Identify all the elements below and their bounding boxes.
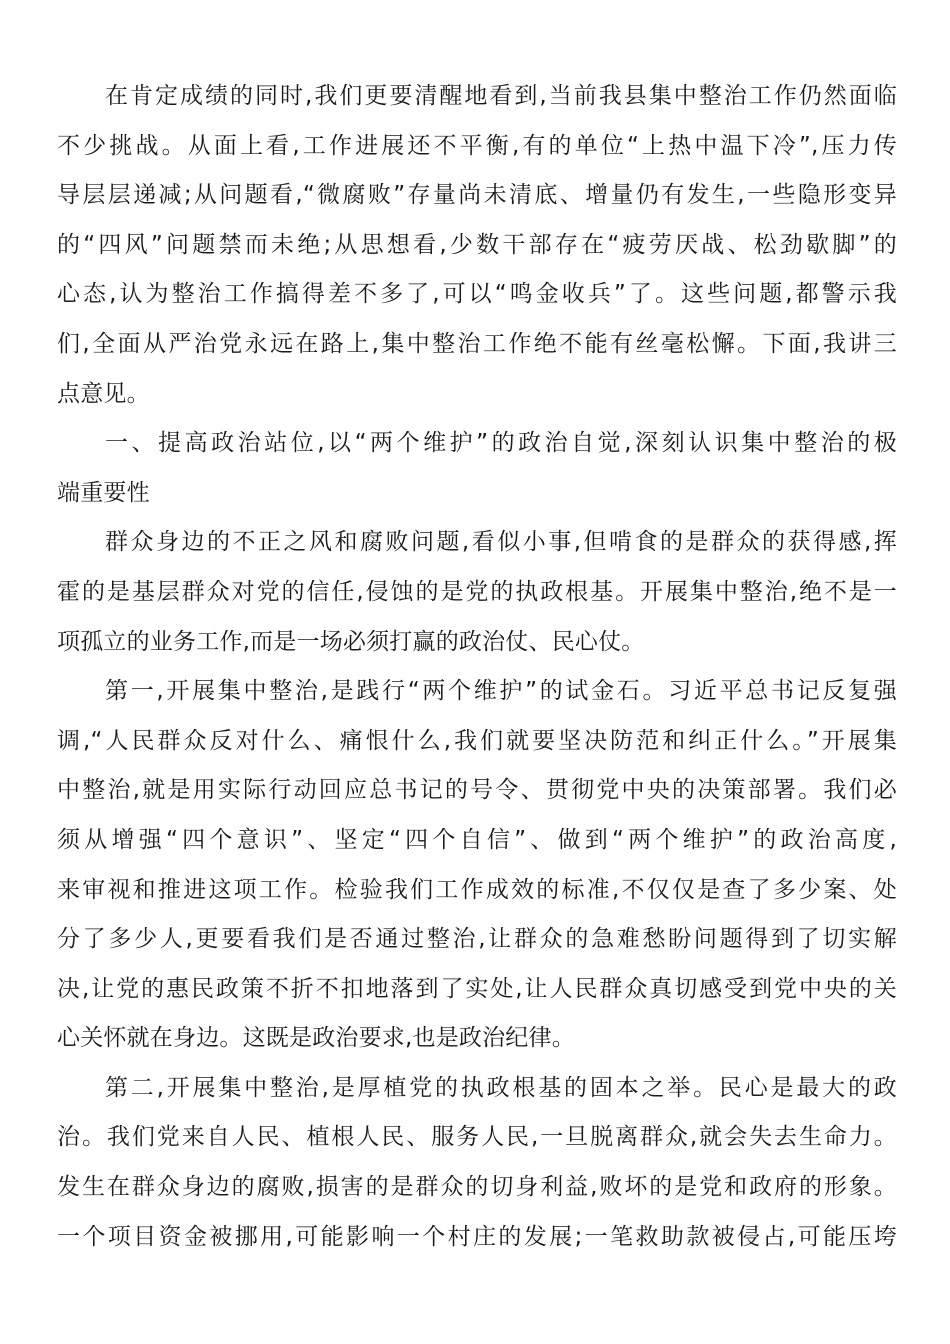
text-line: 来审视和推进这项工作。检验我们工作成效的标准,不仅仅是查了多少案、处 bbox=[57, 876, 897, 903]
heading-line: 一、提高政治站位,以“两个维护”的政治自觉,深刻认识集中整治的极 bbox=[105, 430, 897, 457]
text-line: 在肯定成绩的同时,我们更要清醒地看到,当前我县集中整治工作仍然面临 bbox=[105, 83, 897, 109]
text-line: 一个项目资金被挪用,可能影响一个村庄的发展;一笔救助款被侵占,可能压垮 bbox=[57, 1223, 897, 1250]
text-line: 分了多少人,更要看我们是否通过整治,让群众的急难愁盼问题得到了切实解 bbox=[57, 926, 897, 953]
text-line: 霍的是基层群众对党的信任,侵蚀的是党的执政根基。开展集中整治,绝不是一 bbox=[57, 578, 897, 605]
text-line: 治。我们党来自人民、植根人民、服务人民,一旦脱离群众,就会失去生命力。 bbox=[57, 1124, 897, 1151]
text-line: 调,“人民群众反对什么、痛恨什么,我们就要坚决防范和纠正什么。”开展集 bbox=[57, 727, 897, 754]
document-body bbox=[57, 72, 897, 1262]
text-line: 点意见。 bbox=[57, 380, 150, 407]
text-line: 中整治,就是用实际行动回应总书记的号令、贯彻党中央的决策部署。我们必 bbox=[57, 777, 897, 804]
paragraph-first-point bbox=[57, 667, 897, 1064]
text-line: 项孤立的业务工作,而是一场必须打赢的政治仗、民心仗。 bbox=[57, 628, 645, 655]
paragraph-second-point bbox=[57, 1064, 897, 1262]
text-line: 的“四风”问题禁而未绝;从思想看,少数干部存在“疲劳厌战、松劲歇脚”的 bbox=[57, 231, 897, 258]
paragraph-intro bbox=[57, 518, 897, 667]
paragraph-challenges bbox=[57, 72, 897, 419]
text-line: 第一,开展集中整治,是践行“两个维护”的试金石。习近平总书记反复强 bbox=[105, 678, 897, 705]
text-line: 须从增强“四个意识”、坚定“四个自信”、做到“两个维护”的政治高度, bbox=[57, 826, 897, 853]
text-line: 不少挑战。从面上看,工作进展还不平衡,有的单位“上热中温下冷”,压力传 bbox=[57, 132, 897, 159]
heading-line: 端重要性 bbox=[57, 479, 150, 506]
text-line: 决,让党的惠民政策不折不扣地落到了实处,让人民群众真切感受到党中央的关 bbox=[57, 975, 897, 1002]
text-line: 第二,开展集中整治,是厚植党的执政根基的固本之举。民心是最大的政 bbox=[105, 1074, 897, 1101]
text-line: 发生在群众身边的腐败,损害的是群众的切身利益,败坏的是党和政府的形象。 bbox=[57, 1174, 897, 1201]
text-line: 群众身边的不正之风和腐败问题,看似小事,但啃食的是群众的获得感,挥 bbox=[105, 529, 897, 556]
section-heading-one bbox=[57, 419, 897, 518]
text-line: 心态,认为整治工作搞得差不多了,可以“鸣金收兵”了。这些问题,都警示我 bbox=[57, 281, 897, 308]
text-line: 心关怀就在身边。这既是政治要求,也是政治纪律。 bbox=[57, 1025, 575, 1052]
text-line: 们,全面从严治党永远在路上,集中整治工作绝不能有丝毫松懈。下面,我讲三 bbox=[57, 330, 897, 357]
text-line: 导层层递减;从问题看,“微腐败”存量尚未清底、增量仍有发生,一些隐形变异 bbox=[57, 182, 897, 209]
